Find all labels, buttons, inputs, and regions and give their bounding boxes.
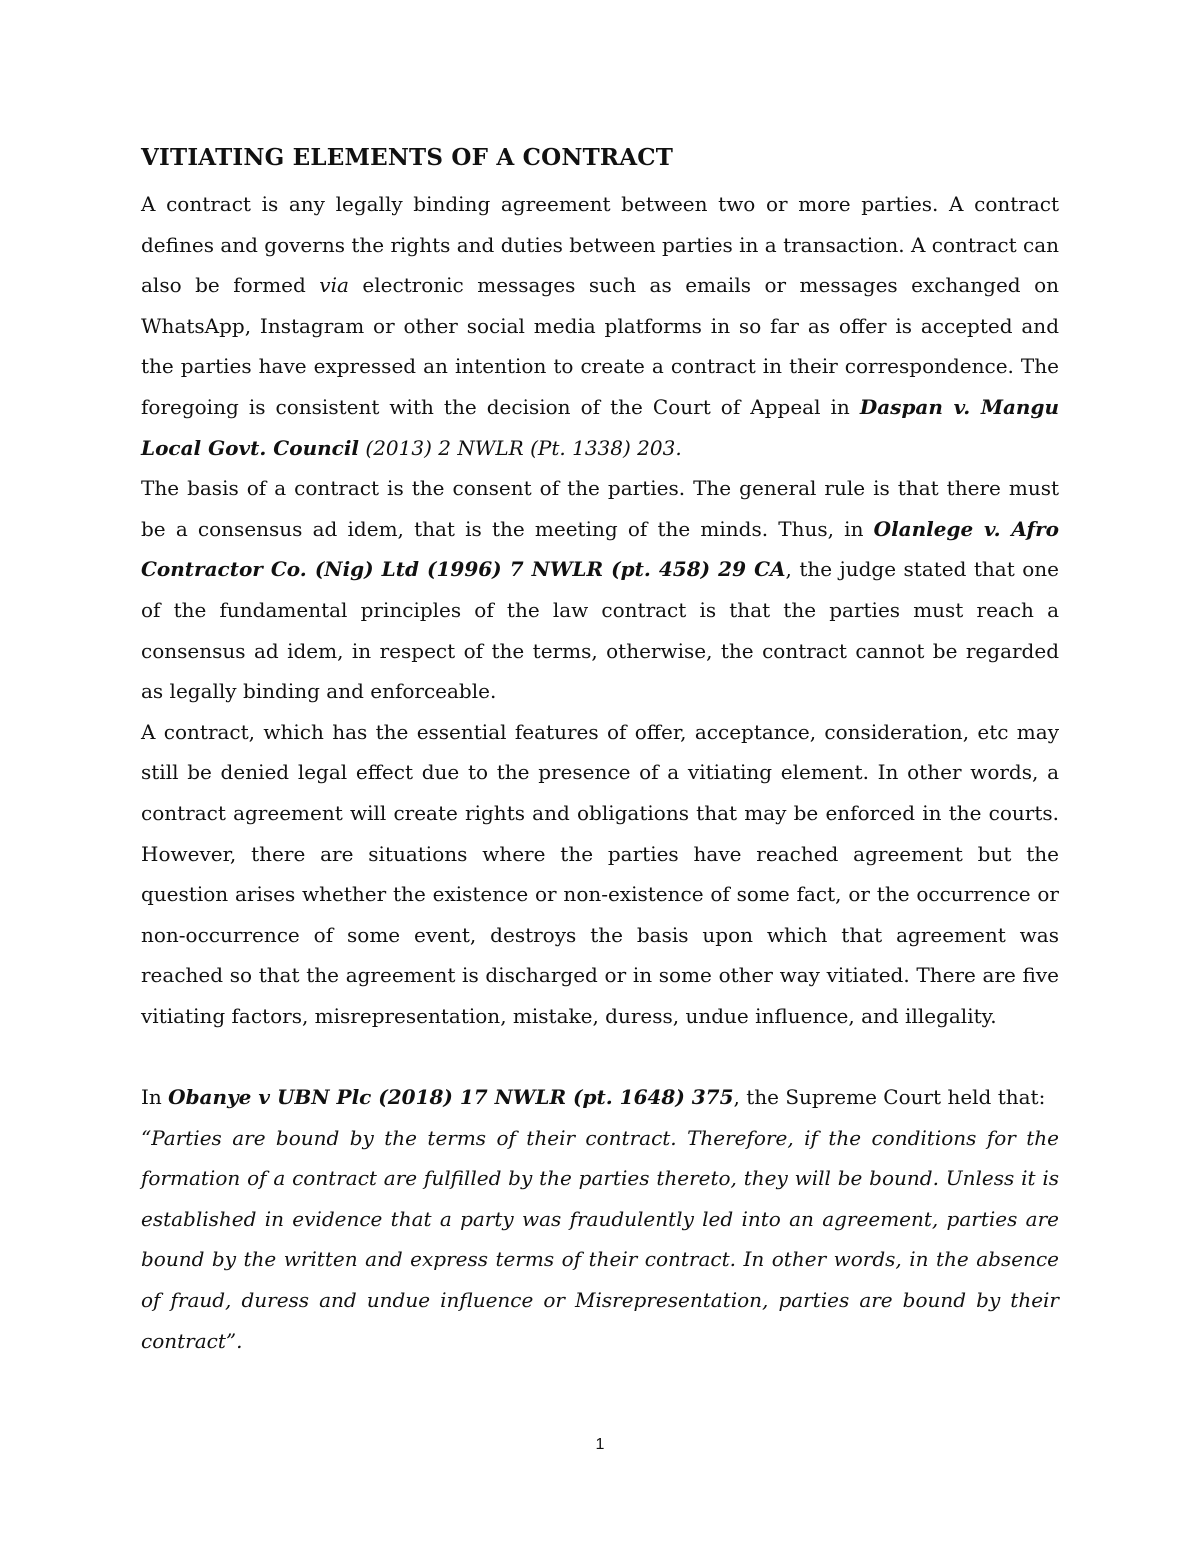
- document-title: VITIATING ELEMENTS OF A CONTRACT: [141, 144, 674, 171]
- paragraph-text: The basis of a contract is the consent of the parties. The general rule is that there must be a consensus ad idem, that is the meeting of the minds. Thus, in: [141, 476, 1059, 541]
- italic-via: via: [319, 273, 349, 298]
- paragraph-vitiating-factors: A contract, which has the essential features of offer, acceptance, consideration, etc may still be denied legal effect due to the presence of a vitiating element. In other words, a contract agreement will create rights and obligations that may be enforced in the courts. However, there are situations where the parties have reached agreement but the question arises whether the existence or non-existence of some fact, or the occurrence or non-occurrence of some event, destroys the basis upon which that agreement was reached so that the agreement is discharged or in some other way vitiated. There are five vitiating factors, misrepresentation, mistake, duress, undue influence, and illegality.: [141, 719, 1059, 1028]
- case-name-olanlege: Olanlege v. Afro Contractor Co. (Nig) Ltd (1996) 7 NWLR (pt. 458) 29 CA: [141, 516, 1059, 582]
- case-name-obanye: Obanye v UBN Plc (2018) 17 NWLR (pt. 1648) 375: [168, 1085, 734, 1110]
- case-name-daspan: Daspan v. Mangu Local Govt. Council: [141, 394, 1059, 460]
- court-quotation: “Parties are bound by the terms of their contract. Therefore, if the conditions for the formation of a contract are fulfilled by the parties thereto, they will be bound. Unless it is established in evidence that a party was fraudulently led into an agreement, parties are bound by the written and express terms of their contract. In other words, in the absence of fraud, duress and undue influence or Misrepresentation, parties are bound by their contract”.: [141, 1125, 1059, 1353]
- paragraph-text: , the Supreme Court held that:: [733, 1085, 1046, 1110]
- paragraph-text: A contract is any legally binding agreement between two or more parties. A contract defines and governs the rights and duties between parties in a transaction. A contract can also be formed: [141, 192, 1059, 298]
- case-citation-daspan: (2013) 2 NWLR (Pt. 1338) 203.: [359, 435, 682, 460]
- page-number: 1: [595, 1436, 605, 1453]
- paragraph-text: In: [141, 1085, 169, 1110]
- document-page: [141, 140, 1059, 1361]
- paragraph-consensus: [141, 468, 1059, 712]
- paragraph-spacer: [141, 1036, 1059, 1077]
- paragraph-text: , the judge stated that one of the fundamental principles of the law contract is that the parties must reach a consensus ad idem, in respect of the terms, otherwise, the contract cannot be regarded as legally binding and enforceable.: [141, 557, 1059, 704]
- paragraph-supreme-court: [141, 1077, 1059, 1118]
- paragraph-contract-definition: [141, 184, 1059, 468]
- paragraph-text: electronic messages such as emails or messages exchanged on WhatsApp, Instagram or other social media platforms in so far as offer is accepted and the parties have expressed an intention to create a contract in their correspondence. The foregoing is consistent with the decision of the Court of Appeal in: [141, 273, 1059, 419]
